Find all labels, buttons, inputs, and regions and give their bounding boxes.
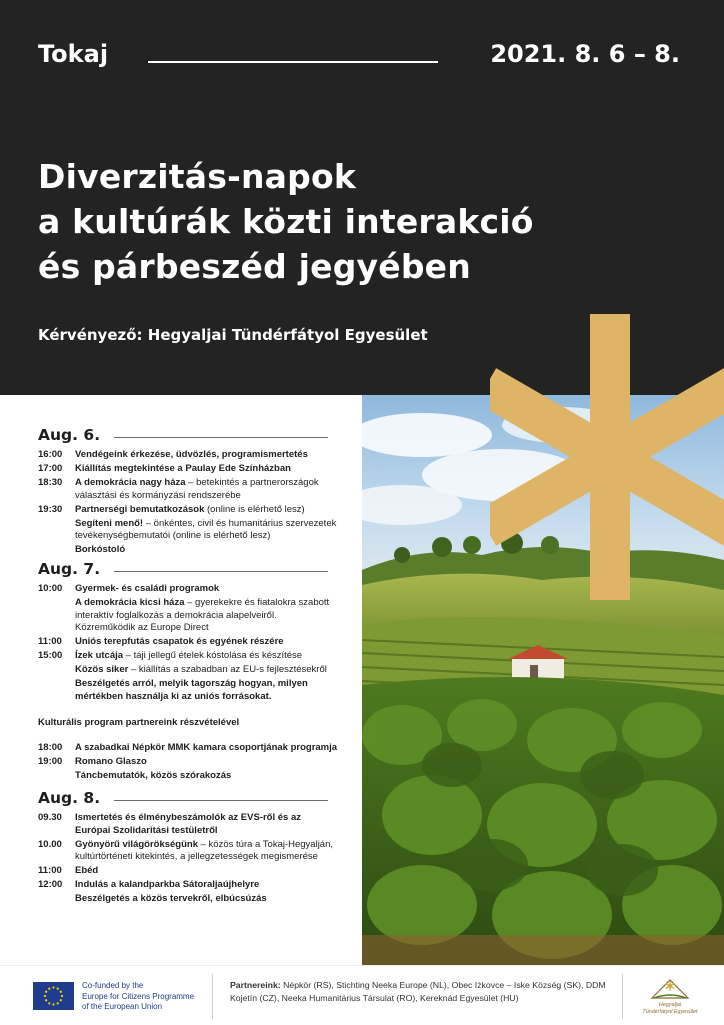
eu-star-icon [44, 995, 46, 997]
schedule-description [75, 865, 338, 878]
schedule-item-title: Beszélgetés arról, melyik tagország hogyan, milyen mértékben használja ki az uniós forrásokat. [75, 678, 308, 702]
asterisk-accent-icon [490, 314, 724, 600]
schedule-item [38, 597, 338, 635]
event-date: 2021. 8. 6 – 8. [490, 40, 680, 68]
schedule-item-title: Indulás a kalandparkba Sátoraljaújhelyre [75, 879, 260, 891]
day-heading-aug-7 [38, 558, 338, 580]
schedule-item-title: Gyönyörű világörökségünk [75, 838, 198, 850]
spacer [38, 730, 338, 742]
day-divider [114, 571, 328, 572]
event-title [38, 154, 698, 289]
schedule-description [75, 463, 338, 476]
day-label: Aug. 6. [38, 426, 101, 444]
schedule-item [38, 893, 338, 906]
schedule-item-title: Segíteni menő! [75, 517, 144, 529]
schedule-item-title: Beszélgetés a közös tervekről, elbúcsúzás [75, 893, 267, 905]
schedule-time [38, 893, 75, 906]
schedule-time [38, 664, 75, 677]
schedule-item [38, 650, 338, 663]
schedule-item-detail: – gyerekekre és fiatalokra szabott interaktív foglalkozás a demokrácia alapelveiről. Közreműködik az Europe Direct [75, 597, 330, 634]
schedule-item [38, 756, 338, 769]
schedule-description [75, 742, 338, 755]
day-label: Aug. 8. [38, 788, 101, 807]
location: Tokaj [38, 40, 109, 68]
schedule-time: 09.30 [38, 811, 62, 823]
eu-star-icon [57, 988, 59, 990]
schedule-description [75, 770, 338, 783]
eu-star-icon [61, 995, 63, 997]
eu-flag-icon [33, 982, 74, 1010]
schedule-item-title: Gyermek- és családi programok [75, 583, 220, 595]
day-heading-aug-6 [38, 424, 338, 446]
schedule-item-title: Vendégeink érkezése, üdvözlés, programismertetés [75, 449, 308, 460]
schedule-item-title: Ismertetés és élménybeszámolók az EVS-ről és az Európai Szolidaritási testületről [75, 811, 301, 836]
schedule-description [75, 893, 338, 906]
footer-divider [622, 974, 623, 1019]
eu-star-icon [60, 991, 62, 993]
schedule-description [75, 583, 338, 596]
schedule-description [75, 518, 338, 543]
eu-star-icon [48, 988, 50, 990]
schedule-description [75, 839, 338, 864]
schedule-item [38, 504, 338, 517]
header-divider-line [148, 61, 438, 63]
schedule-item [38, 865, 338, 878]
organization-logo-icon [648, 972, 692, 1002]
eu-star-icon [57, 1002, 59, 1004]
schedule-item-title: Uniós terepfutás csapatok és egyének részére [75, 636, 284, 648]
schedule-time: 15:00 [38, 650, 63, 662]
schedule-time: 11:00 [38, 865, 62, 877]
schedule-time [38, 678, 75, 703]
eu-star-icon [60, 999, 62, 1001]
schedule-description [75, 504, 338, 517]
schedule-item-title: Ebéd [75, 865, 99, 877]
footer [0, 965, 724, 1025]
schedule-item [38, 770, 338, 783]
schedule-item [38, 742, 338, 755]
schedule-description [75, 544, 338, 557]
schedule-item-title: Közös siker [75, 664, 129, 676]
schedule-item [38, 678, 338, 703]
eu-line: Europe for Citizens Programme [82, 991, 195, 1001]
partners-label: Partnereink: [230, 980, 281, 990]
partners-list [230, 979, 610, 1004]
title-line-2: a kultúrák közti interakció [38, 202, 534, 241]
logo-caption [630, 1002, 710, 1015]
schedule-item-title: Borkóstoló [75, 544, 126, 556]
schedule-time: 19:00 [38, 756, 63, 768]
schedule-item [38, 636, 338, 649]
schedule-item [38, 812, 338, 837]
schedule-item [38, 839, 338, 864]
schedule-item-detail: – közös túra a Tokaj-Hegyalján, kultúrtörténeti kitekintés, a jellegzetességek megismerése [75, 838, 334, 863]
schedule-item [38, 463, 338, 476]
logo-line: Hegyaljai [658, 1002, 682, 1008]
schedule-item-title: Táncbemutatók, közös szórakozás [75, 770, 232, 782]
schedule-item-title: A szabadkai Népkör MMK kamara csoportjának programja [75, 742, 338, 754]
day-divider [114, 437, 328, 438]
eu-line: Co-funded by the [82, 981, 144, 990]
schedule-description [75, 879, 338, 892]
schedule-item [38, 449, 338, 462]
eu-star-icon [52, 986, 54, 988]
schedule-item-detail: – táji jellegű ételek kóstolása és készítése [123, 650, 303, 662]
day-heading-aug-8 [38, 787, 338, 809]
schedule-item-title: Romano Glaszo [75, 756, 147, 768]
schedule-time: 12:00 [38, 879, 63, 891]
schedule-description [75, 664, 338, 677]
schedule-item-detail: – önkéntes, civil és humanitárius szervezetek tevékenységbemutatói (online is elérhető lesz) [75, 517, 337, 542]
schedule-item-title: A demokrácia kicsi háza [75, 597, 185, 609]
schedule [38, 424, 338, 907]
schedule-item-detail: – kiállítás a szabadban az EU-s fejlesztésekről [128, 664, 327, 676]
eu-cofunding-text [82, 981, 194, 1013]
eu-star-icon [45, 991, 47, 993]
schedule-time: 16:00 [38, 449, 63, 460]
schedule-item [38, 477, 338, 502]
schedule-item-title: A demokrácia nagy háza [75, 476, 186, 488]
schedule-description [75, 650, 338, 663]
eu-star-icon [48, 1002, 50, 1004]
schedule-time: 19:30 [38, 503, 63, 515]
schedule-item [38, 518, 338, 543]
schedule-time: 10:00 [38, 583, 63, 595]
schedule-item-detail: – betekintés a partnerországok választási és kormányzási rendszerébe [75, 476, 319, 501]
schedule-item-title: Partnerségi bemutatkozások [75, 503, 205, 515]
schedule-item-title: Kiállítás megtekintése a Paulay Ede Színházban [75, 462, 291, 474]
schedule-time [38, 544, 75, 557]
schedule-item [38, 544, 338, 557]
schedule-time: 18:30 [38, 476, 63, 488]
spacer [38, 705, 338, 717]
schedule-description [75, 678, 338, 703]
schedule-description [75, 597, 338, 635]
schedule-description [75, 449, 338, 462]
eu-line: of the European Union [82, 1002, 163, 1011]
title-line-1: Diverzitás-napok [38, 157, 356, 196]
schedule-item [38, 879, 338, 892]
schedule-time: 17:00 [38, 462, 63, 474]
schedule-item-detail: (online is elérhető lesz) [204, 503, 305, 515]
schedule-time: 18:00 [38, 742, 63, 754]
schedule-item [38, 664, 338, 677]
partners-text: Népkör (RS), Stichting Neeka Europe (NL), Obec Iżkovce – Iske Község (SK), DDM Kojetín (CZ), Neeka Humanitárius Társulat (RO), Kereknád Egyesület (HU) [230, 980, 606, 1003]
footer-divider [212, 974, 213, 1019]
schedule-description [75, 636, 338, 649]
day-label: Aug. 7. [38, 560, 101, 579]
schedule-time: 11:00 [38, 636, 62, 648]
eu-star-icon [52, 1003, 54, 1005]
logo-line: Tündérfátyol Egyesület [642, 1008, 698, 1015]
schedule-time [38, 770, 75, 783]
schedule-description [75, 812, 338, 837]
schedule-time [38, 518, 75, 543]
eu-star-icon [45, 999, 47, 1001]
schedule-item [38, 583, 338, 596]
schedule-description [75, 477, 338, 502]
applicant-line: Kérvényező: Hegyaljai Tündérfátyol Egyesület [38, 326, 428, 344]
title-line-3: és párbeszéd jegyében [38, 247, 471, 286]
schedule-description [75, 756, 338, 769]
cultural-program-note: Kulturális program partnereink részvételével [38, 716, 240, 728]
schedule-item-title: Ízek utcája [75, 650, 124, 662]
schedule-time [38, 597, 75, 635]
day-divider [114, 800, 328, 801]
schedule-time: 10.00 [38, 838, 62, 850]
